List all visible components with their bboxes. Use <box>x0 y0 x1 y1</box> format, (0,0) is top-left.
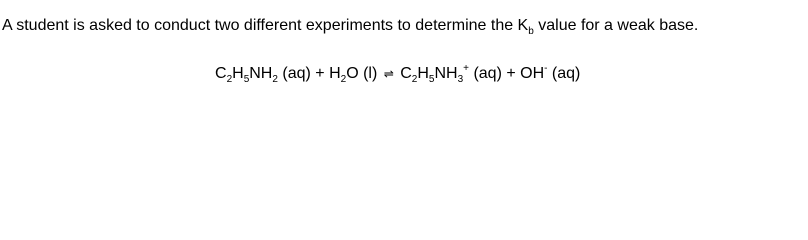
formula-part: H <box>417 65 429 82</box>
formula-part: C <box>395 65 412 82</box>
formula-part: C <box>215 65 227 82</box>
formula-subscript: 2 <box>272 74 278 85</box>
formula-subscript: 5 <box>243 74 250 85</box>
formula-part: O (l) <box>346 65 382 82</box>
product-hydroxide <box>520 65 547 82</box>
formula-subscript: 2 <box>340 74 347 85</box>
formula-part: OH <box>520 65 545 82</box>
charge-superscript: - <box>544 63 548 74</box>
kb-subscript: b <box>528 26 534 37</box>
reactant-water <box>329 65 382 85</box>
formula-subscript: 5 <box>428 74 435 85</box>
state-label: (aq) + <box>469 65 521 82</box>
state-label: (aq) + <box>277 65 330 82</box>
statement-text-start: A student is asked to conduct two different experiments to determine the K <box>2 17 529 34</box>
problem-statement <box>2 16 698 36</box>
formula-subscript: 2 <box>411 74 418 85</box>
formula-subscript: 3 <box>457 74 464 85</box>
chemical-equation <box>215 64 580 84</box>
reactant-ethylamine <box>215 65 278 85</box>
equilibrium-arrow-icon: ⇌ <box>383 67 394 81</box>
formula-part: NH <box>434 65 458 82</box>
statement-text-end: value for a weak base. <box>533 17 699 34</box>
formula-subscript: 2 <box>226 74 233 85</box>
formula-part: H <box>232 65 244 82</box>
state-label: (aq) <box>547 65 581 82</box>
product-ethylammonium <box>395 63 469 85</box>
formula-part: H <box>329 65 341 82</box>
charge-superscript: + <box>463 63 469 74</box>
formula-part: NH <box>249 65 273 82</box>
